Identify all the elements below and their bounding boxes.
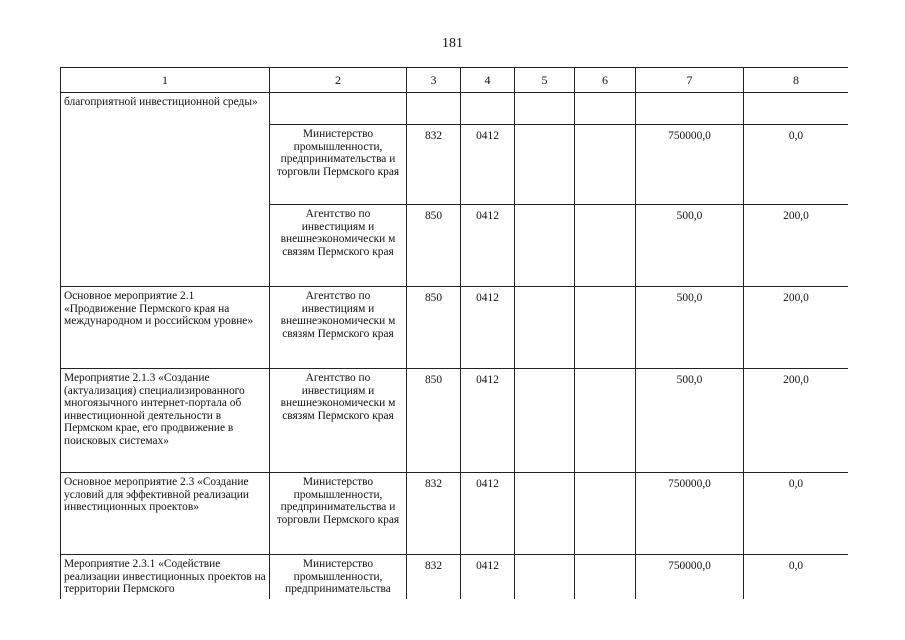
header-row <box>61 68 849 93</box>
cell-executor: Министерство промышленности, предпринимательства <box>270 555 407 600</box>
cell-col6 <box>575 473 636 555</box>
cell-executor: Агентство по инвестициям и внешнеэкономически м связям Пермского края <box>270 205 407 287</box>
cell-col3: 832 <box>407 125 461 205</box>
budget-table-container <box>60 67 848 599</box>
cell-col3: 850 <box>407 287 461 369</box>
cell-activity: благоприятной инвестиционной среды» <box>61 93 270 287</box>
cell-col5 <box>515 369 575 473</box>
cell-executor: Агентство по инвестициям и внешнеэкономически м связям Пермского края <box>270 287 407 369</box>
col-header-7: 7 <box>636 68 744 93</box>
cell-col5 <box>515 287 575 369</box>
cell-col4: 0412 <box>461 287 515 369</box>
cell-col3: 832 <box>407 473 461 555</box>
cell-activity: Основное мероприятие 2.3 «Создание условий для эффективной реализации инвестиционных проектов» <box>61 473 270 555</box>
cell-col6 <box>575 125 636 205</box>
cell-executor: Агентство по инвестициям и внешнеэкономически м связям Пермского края <box>270 369 407 473</box>
cell-col4: 0412 <box>461 125 515 205</box>
cell-col3 <box>407 93 461 125</box>
cell-col5 <box>515 555 575 600</box>
cell-col4: 0412 <box>461 369 515 473</box>
cell-executor: Министерство промышленности, предпринимательства и торговли Пермского края <box>270 125 407 205</box>
table-row <box>61 555 849 600</box>
cell-col7 <box>636 93 744 125</box>
table-row <box>61 473 849 555</box>
cell-col5 <box>515 125 575 205</box>
cell-col6 <box>575 369 636 473</box>
cell-col5 <box>515 205 575 287</box>
cell-activity: Основное мероприятие 2.1 «Продвижение Пермского края на международном и российском уровне» <box>61 287 270 369</box>
cell-col7: 750000,0 <box>636 555 744 600</box>
cell-col7: 750000,0 <box>636 473 744 555</box>
table-row <box>61 369 849 473</box>
cell-col3: 850 <box>407 205 461 287</box>
cell-executor: Министерство промышленности, предпринимательства и торговли Пермского края <box>270 473 407 555</box>
col-header-1: 1 <box>61 68 270 93</box>
cell-col6 <box>575 287 636 369</box>
cell-col7: 500,0 <box>636 287 744 369</box>
cell-col4 <box>461 93 515 125</box>
cell-col8: 200,0 <box>744 369 849 473</box>
col-header-6: 6 <box>575 68 636 93</box>
cell-col5 <box>515 473 575 555</box>
cell-col8: 200,0 <box>744 205 849 287</box>
cell-col4: 0412 <box>461 555 515 600</box>
cell-col3: 832 <box>407 555 461 600</box>
cell-col7: 750000,0 <box>636 125 744 205</box>
cell-col6 <box>575 555 636 600</box>
cell-col7: 500,0 <box>636 369 744 473</box>
cell-col8: 0,0 <box>744 125 849 205</box>
budget-table <box>60 67 848 599</box>
cell-col8: 200,0 <box>744 287 849 369</box>
col-header-5: 5 <box>515 68 575 93</box>
cell-col8: 0,0 <box>744 473 849 555</box>
cell-col3: 850 <box>407 369 461 473</box>
col-header-8: 8 <box>744 68 849 93</box>
cell-col8: 0,0 <box>744 555 849 600</box>
cell-activity: Мероприятие 2.3.1 «Содействие реализации инвестиционных проектов на территории Пермского <box>61 555 270 600</box>
page-number: 181 <box>442 36 463 51</box>
cell-col6 <box>575 93 636 125</box>
col-header-2: 2 <box>270 68 407 93</box>
col-header-3: 3 <box>407 68 461 93</box>
cell-col7: 500,0 <box>636 205 744 287</box>
cell-col4: 0412 <box>461 205 515 287</box>
col-header-4: 4 <box>461 68 515 93</box>
cell-col8 <box>744 93 849 125</box>
cell-col5 <box>515 93 575 125</box>
cell-col6 <box>575 205 636 287</box>
cell-executor <box>270 93 407 125</box>
cell-col4: 0412 <box>461 473 515 555</box>
cell-activity: Мероприятие 2.1.3 «Создание (актуализация) специализированного многоязычного интернет-портала об инвестиционной деятельности в Пермском крае, его продвижение в поисковых системах» <box>61 369 270 473</box>
table-row <box>61 287 849 369</box>
table-row <box>61 93 849 125</box>
